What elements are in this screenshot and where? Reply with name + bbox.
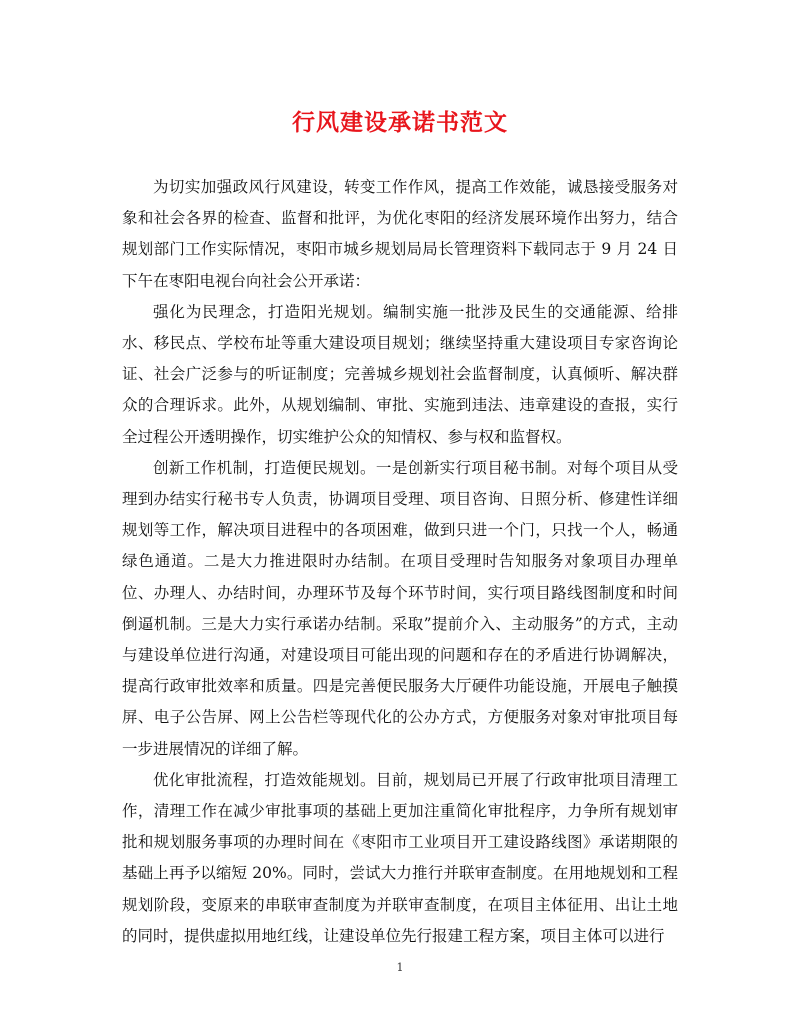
- paragraph-sunshine-planning: 强化为民理念，打造阳光规划。编制实施一批涉及民生的交通能源、给排水、移民点、学校布址等重大建设项目规划；继续坚持重大建设项目专家咨询论证、社会广泛参与的听证制度；完善城乡规划社会监督制度，认真倾听、解决群众的合理诉求。此外，从规划编制、审批、实施到违法、违章建设的查报，实行全过程公开透明操作，切实维护公众的知情权、参与权和监督权。: [122, 302, 678, 446]
- page-number: 1: [396, 961, 404, 974]
- paragraph-efficient-planning: 优化审批流程，打造效能规划。目前，规划局已开展了行政审批项目清理工作，清理工作在减少审批事项的基础上更加注重简化审批程序，力争所有规划审批和规划服务事项的办理时间在《枣阳市工业项目开工建设路线图》承诺期限的基础上再予以缩短 20%。同时，尝试大力推行并联审查制度。在用地规划和工程规划阶段，变原来的串联审查制度为并联审查制度，在项目主体征用、出让土地的同时，提供虚拟用地红线，让建设单位先行报建工程方案，项目主体可以进行: [122, 770, 678, 945]
- document-body: [122, 172, 678, 952]
- paragraph-intro: 为切实加强政风行风建设，转变工作作风，提高工作效能，诚恳接受服务对象和社会各界的检查、监督和批评，为优化枣阳的经济发展环境作出努力，结合规划部门工作实际情况，枣阳市城乡规划局局长管理资料下载同志于 9 月 24 日下午在枣阳电视台向社会公开承诺：: [122, 178, 678, 290]
- document-title: 行风建设承诺书范文: [292, 109, 508, 136]
- paragraph-convenient-planning: 创新工作机制，打造便民规划。一是创新实行项目秘书制。对每个项目从受理到办结实行秘书专人负责，协调项目受理、项目咨询、日照分析、修建性详细规划等工作，解决项目进程中的各项困难，做到只进一个门，只找一个人，畅通绿色通道。二是大力推进限时办结制。在项目受理时告知服务对象项目办理单位、办理人、办结时间，办理环节及每个环节时间，实行项目路线图制度和时间倒逼机制。三是大力实行承诺办结制。采取”提前介入、主动服务”的方式，主动与建设单位进行沟通，对建设项目可能出现的问题和存在的矛盾进行协调解决，提高行政审批效率和质量。四是完善便民服务大厅硬件功能设施，开展电子触摸屏、电子公告屏、网上公告栏等现代化的公办方式，方便服务对象对审批项目每一步进展情况的详细了解。: [122, 458, 678, 758]
